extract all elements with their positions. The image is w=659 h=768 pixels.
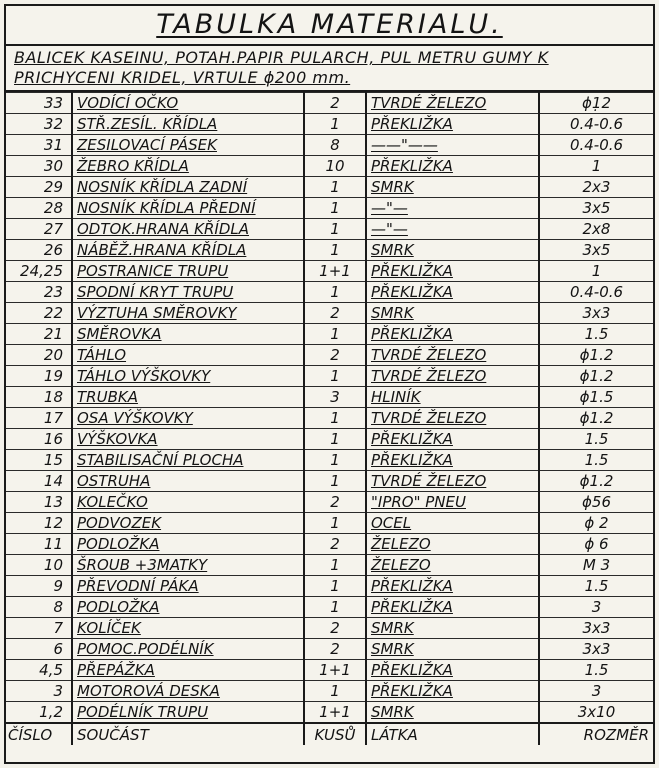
table-description — [6, 46, 653, 92]
material-cell: TVRDÉ ŽELEZO — [366, 345, 539, 366]
part-number-cell: 20 — [6, 345, 72, 366]
dimension-cell: 2x8 — [539, 219, 653, 240]
part-number-cell: 28 — [6, 198, 72, 219]
table-row — [6, 345, 653, 366]
part-name-cell: ŠROUB +3MATKY — [72, 555, 304, 576]
dimension-cell: M 3 — [539, 555, 653, 576]
material-cell: SMRK — [366, 240, 539, 261]
material-cell: PŘEKLIŽKA — [366, 282, 539, 303]
part-name-cell: STŘ.ZESÍL. KŘÍDLA — [72, 114, 304, 135]
part-number-cell: 30 — [6, 156, 72, 177]
part-name-cell: KOLÍČEK — [72, 618, 304, 639]
quantity-cell: 1+1 — [304, 660, 366, 681]
quantity-cell: 2 — [304, 492, 366, 513]
part-name-cell: POMOC.PODÉLNÍK — [72, 639, 304, 660]
table-row — [6, 240, 653, 261]
part-name-cell: VODÍCÍ OČKO — [72, 93, 304, 114]
dimension-cell: 3x3 — [539, 303, 653, 324]
material-cell: ŽELEZO — [366, 534, 539, 555]
material-cell: SMRK — [366, 639, 539, 660]
part-number-cell: 29 — [6, 177, 72, 198]
table-row — [6, 198, 653, 219]
quantity-cell: 1 — [304, 576, 366, 597]
table-row — [6, 261, 653, 282]
part-number-cell: 12 — [6, 513, 72, 534]
quantity-cell: 2 — [304, 618, 366, 639]
material-cell: —"— — [366, 198, 539, 219]
header-dimension-cell: ROZMĚR — [539, 723, 653, 745]
part-number-cell: 22 — [6, 303, 72, 324]
table-row — [6, 576, 653, 597]
part-number-cell: 27 — [6, 219, 72, 240]
material-table-sheet — [4, 4, 655, 764]
quantity-cell: 1 — [304, 450, 366, 471]
part-number-cell: 9 — [6, 576, 72, 597]
quantity-cell: 1 — [304, 366, 366, 387]
part-number-cell: 26 — [6, 240, 72, 261]
quantity-cell: 1 — [304, 597, 366, 618]
quantity-cell: 2 — [304, 534, 366, 555]
part-name-cell: SPODNÍ KRYT TRUPU — [72, 282, 304, 303]
dimension-cell: 1.5 — [539, 324, 653, 345]
material-cell: SMRK — [366, 702, 539, 724]
table-row — [6, 450, 653, 471]
material-cell: TVRDÉ ŽELEZO — [366, 408, 539, 429]
header-part-name-cell: SOUČÁST — [72, 723, 304, 745]
material-cell: —"— — [366, 219, 539, 240]
dimension-cell: 3 — [539, 597, 653, 618]
part-number-cell: 18 — [6, 387, 72, 408]
part-name-cell: VÝZTUHA SMĚROVKY — [72, 303, 304, 324]
part-number-cell: 7 — [6, 618, 72, 639]
dimension-cell: 1 — [539, 261, 653, 282]
material-cell: PŘEKLIŽKA — [366, 576, 539, 597]
dimension-cell: 1.5 — [539, 660, 653, 681]
part-number-cell: 4,5 — [6, 660, 72, 681]
table-row — [6, 156, 653, 177]
dimension-cell: ϕ 2 — [539, 513, 653, 534]
description-line: BALICEK KASEINU, POTAH.PAPIR PULARCH, PUL METRU GUMY K — [14, 48, 549, 67]
dimension-cell: 1 — [539, 156, 653, 177]
table-row — [6, 681, 653, 702]
part-name-cell: STABILISAČNÍ PLOCHA — [72, 450, 304, 471]
table-header-row — [6, 723, 653, 745]
part-number-cell: 3 — [6, 681, 72, 702]
part-name-cell: TRUBKA — [72, 387, 304, 408]
quantity-cell: 2 — [304, 303, 366, 324]
dimension-cell: ϕ1.2 — [539, 408, 653, 429]
material-cell: TVRDÉ ŽELEZO — [366, 366, 539, 387]
table-row — [6, 93, 653, 114]
material-cell: SMRK — [366, 177, 539, 198]
description-line: PRICHYCENI KRIDEL, VRTULE ϕ200 mm. — [14, 68, 351, 87]
material-cell: ŽELEZO — [366, 555, 539, 576]
table-row — [6, 324, 653, 345]
part-number-cell: 1,2 — [6, 702, 72, 724]
part-name-cell: OSTRUHA — [72, 471, 304, 492]
part-name-cell: TÁHLO VÝŠKOVKY — [72, 366, 304, 387]
quantity-cell: 2 — [304, 93, 366, 114]
dimension-cell: ϕ1̣2 — [539, 93, 653, 114]
dimension-cell: 3x5 — [539, 198, 653, 219]
part-name-cell: NÁBĚŽ.HRANA KŘÍDLA — [72, 240, 304, 261]
quantity-cell: 1 — [304, 240, 366, 261]
table-row — [6, 513, 653, 534]
part-number-cell: 15 — [6, 450, 72, 471]
table-row — [6, 387, 653, 408]
part-name-cell: ŽEBRO KŘÍDLA — [72, 156, 304, 177]
dimension-cell: ϕ1.2 — [539, 471, 653, 492]
header-quantity-cell: KUSŮ — [304, 723, 366, 745]
part-number-cell: 21 — [6, 324, 72, 345]
quantity-cell: 1 — [304, 471, 366, 492]
table-row — [6, 135, 653, 156]
dimension-cell: ϕ1.2 — [539, 366, 653, 387]
part-number-cell: 24,25 — [6, 261, 72, 282]
material-cell: SMRK — [366, 303, 539, 324]
table-row — [6, 303, 653, 324]
dimension-cell: 0.4-0.6 — [539, 135, 653, 156]
part-number-cell: 23 — [6, 282, 72, 303]
part-name-cell: VÝŠKOVKA — [72, 429, 304, 450]
part-number-cell: 33 — [6, 93, 72, 114]
dimension-cell: 0.4-0.6 — [539, 114, 653, 135]
table-row — [6, 282, 653, 303]
material-cell: PŘEKLIŽKA — [366, 429, 539, 450]
part-number-cell: 8 — [6, 597, 72, 618]
material-cell: PŘEKLIŽKA — [366, 681, 539, 702]
table-row — [6, 366, 653, 387]
material-cell: TVRDÉ ŽELEZO — [366, 93, 539, 114]
quantity-cell: 1 — [304, 198, 366, 219]
part-number-cell: 6 — [6, 639, 72, 660]
material-cell: "IPRO" PNEU — [366, 492, 539, 513]
part-name-cell: NOSNÍK KŘÍDLA PŘEDNÍ — [72, 198, 304, 219]
part-name-cell: PŘEPÁŽKA — [72, 660, 304, 681]
part-name-cell: ODTOK.HRANA KŘÍDLA — [72, 219, 304, 240]
part-name-cell: MOTOROVÁ DESKA — [72, 681, 304, 702]
part-name-cell: POSTRANICE TRUPU — [72, 261, 304, 282]
table-row — [6, 534, 653, 555]
dimension-cell: 3 — [539, 681, 653, 702]
dimension-cell: ϕ 6 — [539, 534, 653, 555]
dimension-cell: 3x10 — [539, 702, 653, 724]
part-number-cell: 16 — [6, 429, 72, 450]
table-row — [6, 492, 653, 513]
quantity-cell: 1 — [304, 282, 366, 303]
part-name-cell: PŘEVODNÍ PÁKA — [72, 576, 304, 597]
part-number-cell: 11 — [6, 534, 72, 555]
table-row — [6, 660, 653, 681]
part-number-cell: 19 — [6, 366, 72, 387]
table-row — [6, 702, 653, 724]
material-cell: ——"—— — [366, 135, 539, 156]
table-row — [6, 114, 653, 135]
part-number-cell: 17 — [6, 408, 72, 429]
quantity-cell: 1+1 — [304, 702, 366, 724]
dimension-cell: 2x3 — [539, 177, 653, 198]
quantity-cell: 1 — [304, 513, 366, 534]
table-row — [6, 597, 653, 618]
quantity-cell: 3 — [304, 387, 366, 408]
part-name-cell: KOLEČKO — [72, 492, 304, 513]
part-name-cell: OSA VÝŠKOVKY — [72, 408, 304, 429]
quantity-cell: 1 — [304, 219, 366, 240]
quantity-cell: 1 — [304, 408, 366, 429]
quantity-cell: 2 — [304, 345, 366, 366]
material-cell: TVRDÉ ŽELEZO — [366, 471, 539, 492]
quantity-cell: 1 — [304, 324, 366, 345]
part-number-cell: 32 — [6, 114, 72, 135]
table-row — [6, 555, 653, 576]
quantity-cell: 1 — [304, 114, 366, 135]
quantity-cell: 1 — [304, 555, 366, 576]
material-cell: PŘEKLIŽKA — [366, 660, 539, 681]
dimension-cell: 0.4-0.6 — [539, 282, 653, 303]
dimension-cell: 3x5 — [539, 240, 653, 261]
header-material-cell: LÁTKA — [366, 723, 539, 745]
dimension-cell: 1.5 — [539, 576, 653, 597]
quantity-cell: 1+1 — [304, 261, 366, 282]
dimension-cell: ϕ56 — [539, 492, 653, 513]
part-name-cell: NOSNÍK KŘÍDLA ZADNÍ — [72, 177, 304, 198]
part-name-cell: PODÉLNÍK TRUPU — [72, 702, 304, 724]
quantity-cell: 10 — [304, 156, 366, 177]
part-number-cell: 10 — [6, 555, 72, 576]
table-row — [6, 408, 653, 429]
dimension-cell: 3x3 — [539, 639, 653, 660]
part-number-cell: 31 — [6, 135, 72, 156]
dimension-cell: 1.5 — [539, 450, 653, 471]
table-row — [6, 219, 653, 240]
material-cell: HLINÍK — [366, 387, 539, 408]
table-row — [6, 471, 653, 492]
table-row — [6, 177, 653, 198]
quantity-cell: 1 — [304, 429, 366, 450]
dimension-cell: ϕ1.5 — [539, 387, 653, 408]
table-title: TABULKA MATERIALU. — [6, 6, 653, 46]
part-name-cell: TÁHLO — [72, 345, 304, 366]
part-name-cell: PODLOŽKA — [72, 597, 304, 618]
table-row — [6, 429, 653, 450]
material-cell: SMRK — [366, 618, 539, 639]
material-cell: PŘEKLIŽKA — [366, 597, 539, 618]
header-part-number-cell: ČÍSLO — [6, 723, 72, 745]
quantity-cell: 8 — [304, 135, 366, 156]
material-cell: PŘEKLIŽKA — [366, 450, 539, 471]
material-cell: PŘEKLIŽKA — [366, 114, 539, 135]
dimension-cell: ϕ1.2 — [539, 345, 653, 366]
dimension-cell: 1.5 — [539, 429, 653, 450]
part-name-cell: PODVOZEK — [72, 513, 304, 534]
quantity-cell: 1 — [304, 681, 366, 702]
material-cell: OCEL — [366, 513, 539, 534]
quantity-cell: 1 — [304, 177, 366, 198]
dimension-cell: 3x3 — [539, 618, 653, 639]
part-name-cell: ZESILOVACÍ PÁSEK — [72, 135, 304, 156]
table-row — [6, 639, 653, 660]
quantity-cell: 2 — [304, 639, 366, 660]
part-name-cell: PODLOŽKA — [72, 534, 304, 555]
materials-table — [6, 92, 653, 745]
part-name-cell: SMĚROVKA — [72, 324, 304, 345]
table-row — [6, 618, 653, 639]
material-cell: PŘEKLIŽKA — [366, 261, 539, 282]
part-number-cell: 13 — [6, 492, 72, 513]
part-number-cell: 14 — [6, 471, 72, 492]
material-cell: PŘEKLIŽKA — [366, 156, 539, 177]
material-cell: PŘEKLIŽKA — [366, 324, 539, 345]
